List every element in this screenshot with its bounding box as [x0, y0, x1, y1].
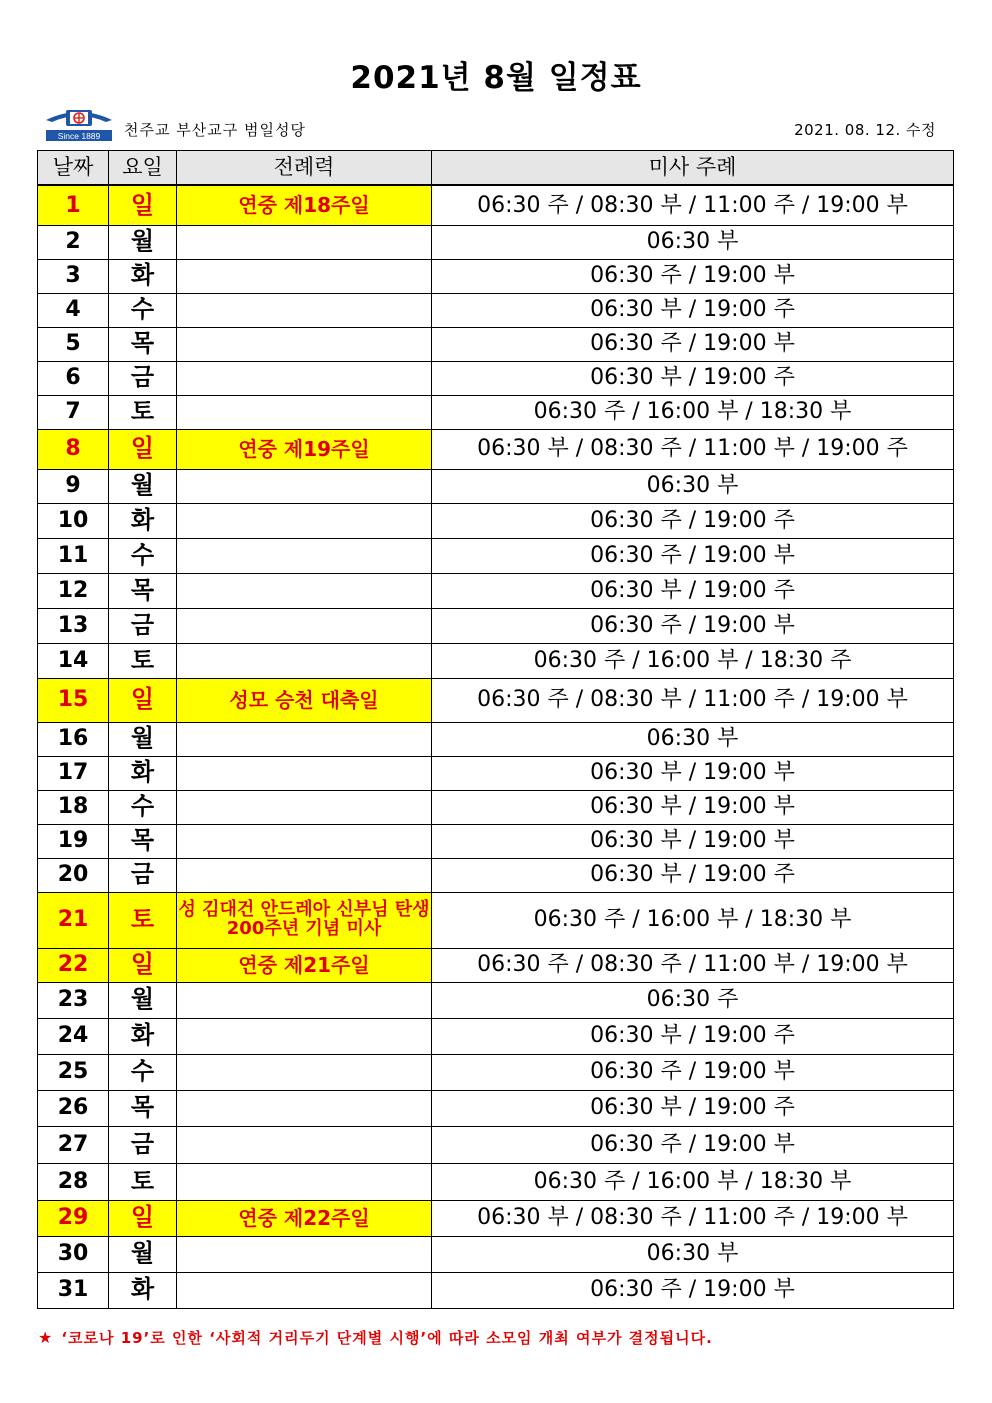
table-row — [38, 259, 954, 293]
table-row — [38, 293, 954, 327]
table-row — [38, 1200, 954, 1236]
mass-cell: 06:30 주 / 19:00 부 — [432, 608, 954, 643]
dow-cell: 일 — [109, 948, 177, 982]
table-row — [38, 722, 954, 756]
date-cell: 6 — [38, 361, 109, 395]
dow-cell: 목 — [109, 824, 177, 858]
dow-cell: 월 — [109, 722, 177, 756]
liturgy-cell: 연중 제21주일 — [177, 948, 432, 982]
liturgy-cell — [177, 1090, 432, 1126]
mass-cell: 06:30 주 / 16:00 부 / 18:30 부 — [432, 395, 954, 429]
notice-text: ‘코로나 19’로 인한 ‘사회적 거리두기 단계별 시행’에 따라 소모임 개최 여부가 결정됩니다. — [61, 1329, 713, 1347]
dow-cell: 수 — [109, 790, 177, 824]
mass-cell: 06:30 부 — [432, 225, 954, 259]
header-date: 날짜 — [38, 151, 109, 186]
revision-date: 2021. 08. 12. 수정 — [794, 121, 936, 139]
dow-cell: 토 — [109, 395, 177, 429]
dow-cell: 화 — [109, 756, 177, 790]
liturgy-cell — [177, 790, 432, 824]
header-dow: 요일 — [109, 151, 177, 186]
table-row — [38, 429, 954, 469]
liturgy-cell — [177, 756, 432, 790]
date-cell: 14 — [38, 643, 109, 678]
liturgy-cell — [177, 1163, 432, 1200]
dow-cell: 일 — [109, 429, 177, 469]
mass-cell: 06:30 부 / 08:30 주 / 11:00 주 / 19:00 부 — [432, 1200, 954, 1236]
dow-cell: 월 — [109, 982, 177, 1018]
dow-cell: 수 — [109, 293, 177, 327]
date-cell: 19 — [38, 824, 109, 858]
mass-cell: 06:30 주 / 19:00 주 — [432, 503, 954, 538]
dow-cell: 일 — [109, 185, 177, 225]
mass-cell: 06:30 주 / 16:00 부 / 18:30 주 — [432, 643, 954, 678]
date-cell: 11 — [38, 538, 109, 573]
table-row — [38, 327, 954, 361]
dow-cell: 수 — [109, 538, 177, 573]
date-cell: 22 — [38, 948, 109, 982]
table-row — [38, 469, 954, 503]
dow-cell: 금 — [109, 1126, 177, 1163]
date-cell: 30 — [38, 1236, 109, 1272]
dow-cell: 수 — [109, 1054, 177, 1090]
mass-cell: 06:30 부 / 19:00 주 — [432, 858, 954, 892]
dow-cell: 목 — [109, 1090, 177, 1126]
date-cell: 1 — [38, 185, 109, 225]
liturgy-cell — [177, 722, 432, 756]
liturgy-cell: 성모 승천 대축일 — [177, 678, 432, 722]
liturgy-cell — [177, 1126, 432, 1163]
liturgy-cell — [177, 469, 432, 503]
dow-cell: 일 — [109, 1200, 177, 1236]
liturgy-cell — [177, 608, 432, 643]
date-cell: 5 — [38, 327, 109, 361]
mass-cell: 06:30 부 / 19:00 주 — [432, 1090, 954, 1126]
page-title: 2021년 8월 일정표 — [350, 60, 642, 96]
date-cell: 25 — [38, 1054, 109, 1090]
mass-cell: 06:30 부 / 19:00 주 — [432, 1018, 954, 1054]
mass-cell: 06:30 부 / 19:00 부 — [432, 790, 954, 824]
header-liturgy: 전례력 — [177, 151, 432, 186]
table-row — [38, 948, 954, 982]
date-cell: 29 — [38, 1200, 109, 1236]
dow-cell: 화 — [109, 503, 177, 538]
date-cell: 3 — [38, 259, 109, 293]
mass-cell: 06:30 부 / 19:00 주 — [432, 361, 954, 395]
liturgy-cell — [177, 1272, 432, 1308]
dow-cell: 월 — [109, 1236, 177, 1272]
mass-cell: 06:30 주 / 19:00 부 — [432, 1126, 954, 1163]
liturgy-cell — [177, 503, 432, 538]
table-row — [38, 185, 954, 225]
mass-cell: 06:30 부 / 19:00 주 — [432, 293, 954, 327]
table-row — [38, 538, 954, 573]
dow-cell: 목 — [109, 573, 177, 608]
dow-cell: 화 — [109, 1018, 177, 1054]
table-row — [38, 892, 954, 948]
table-row — [38, 1163, 954, 1200]
mass-cell: 06:30 부 — [432, 1236, 954, 1272]
table-row — [38, 1126, 954, 1163]
mass-cell: 06:30 주 / 19:00 부 — [432, 327, 954, 361]
table-row — [38, 573, 954, 608]
liturgy-cell — [177, 573, 432, 608]
dow-cell: 화 — [109, 259, 177, 293]
mass-cell: 06:30 부 / 19:00 주 — [432, 573, 954, 608]
mass-cell: 06:30 주 / 19:00 부 — [432, 1272, 954, 1308]
liturgy-cell — [177, 327, 432, 361]
liturgy-cell — [177, 858, 432, 892]
mass-cell: 06:30 주 / 08:30 부 / 11:00 주 / 19:00 부 — [432, 678, 954, 722]
mass-cell: 06:30 부 — [432, 722, 954, 756]
mass-cell: 06:30 주 / 19:00 부 — [432, 538, 954, 573]
table-row — [38, 858, 954, 892]
date-cell: 17 — [38, 756, 109, 790]
mass-cell: 06:30 주 / 16:00 부 / 18:30 부 — [432, 1163, 954, 1200]
header-mass: 미사 주례 — [432, 151, 954, 186]
mass-cell: 06:30 주 / 19:00 부 — [432, 259, 954, 293]
liturgy-cell — [177, 293, 432, 327]
table-row — [38, 824, 954, 858]
date-cell: 4 — [38, 293, 109, 327]
date-cell: 7 — [38, 395, 109, 429]
liturgy-cell: 성 김대건 안드레아 신부님 탄생 200주년 기념 미사 — [177, 892, 432, 948]
notice — [38, 1327, 713, 1348]
dow-cell: 금 — [109, 361, 177, 395]
liturgy-cell: 연중 제22주일 — [177, 1200, 432, 1236]
date-cell: 23 — [38, 982, 109, 1018]
liturgy-cell — [177, 1018, 432, 1054]
star-icon: ★ — [38, 1328, 54, 1347]
date-cell: 16 — [38, 722, 109, 756]
dow-cell: 토 — [109, 892, 177, 948]
dow-cell: 월 — [109, 225, 177, 259]
dow-cell: 금 — [109, 608, 177, 643]
liturgy-cell: 연중 제18주일 — [177, 185, 432, 225]
table-row — [38, 1272, 954, 1308]
table-row — [38, 756, 954, 790]
date-cell: 8 — [38, 429, 109, 469]
table-row — [38, 395, 954, 429]
liturgy-cell — [177, 643, 432, 678]
mass-cell: 06:30 부 — [432, 469, 954, 503]
date-cell: 12 — [38, 573, 109, 608]
mass-cell: 06:30 주 / 08:30 주 / 11:00 부 / 19:00 부 — [432, 948, 954, 982]
liturgy-cell — [177, 1054, 432, 1090]
mass-cell: 06:30 부 / 19:00 부 — [432, 824, 954, 858]
date-cell: 10 — [38, 503, 109, 538]
date-cell: 15 — [38, 678, 109, 722]
table-row — [38, 225, 954, 259]
date-cell: 20 — [38, 858, 109, 892]
liturgy-cell — [177, 538, 432, 573]
organization-name: 천주교 부산교구 범일성당 — [124, 121, 306, 139]
table-row — [38, 982, 954, 1018]
liturgy-cell — [177, 259, 432, 293]
table-row — [38, 1018, 954, 1054]
date-cell: 13 — [38, 608, 109, 643]
table-row — [38, 503, 954, 538]
liturgy-cell — [177, 1236, 432, 1272]
schedule-table — [37, 150, 954, 1309]
dow-cell: 금 — [109, 858, 177, 892]
mass-cell: 06:30 주 — [432, 982, 954, 1018]
date-cell: 26 — [38, 1090, 109, 1126]
date-cell: 27 — [38, 1126, 109, 1163]
date-cell: 18 — [38, 790, 109, 824]
dow-cell: 목 — [109, 327, 177, 361]
mass-cell: 06:30 부 / 08:30 주 / 11:00 부 / 19:00 주 — [432, 429, 954, 469]
date-cell: 24 — [38, 1018, 109, 1054]
liturgy-cell — [177, 395, 432, 429]
date-cell: 9 — [38, 469, 109, 503]
parish-logo — [44, 106, 114, 142]
liturgy-cell — [177, 225, 432, 259]
table-row — [38, 1236, 954, 1272]
date-cell: 31 — [38, 1272, 109, 1308]
table-row — [38, 643, 954, 678]
dow-cell: 토 — [109, 643, 177, 678]
table-row — [38, 361, 954, 395]
dow-cell: 일 — [109, 678, 177, 722]
dow-cell: 월 — [109, 469, 177, 503]
liturgy-cell: 연중 제19주일 — [177, 429, 432, 469]
dow-cell: 화 — [109, 1272, 177, 1308]
table-row — [38, 608, 954, 643]
date-cell: 21 — [38, 892, 109, 948]
mass-cell: 06:30 주 / 19:00 부 — [432, 1054, 954, 1090]
table-row — [38, 1090, 954, 1126]
mass-cell: 06:30 주 / 16:00 부 / 18:30 부 — [432, 892, 954, 948]
mass-cell: 06:30 주 / 08:30 부 / 11:00 주 / 19:00 부 — [432, 185, 954, 225]
liturgy-cell — [177, 361, 432, 395]
liturgy-cell — [177, 824, 432, 858]
dow-cell: 토 — [109, 1163, 177, 1200]
logo-text: Since 1889 — [57, 131, 101, 141]
liturgy-cell — [177, 982, 432, 1018]
mass-cell: 06:30 부 / 19:00 부 — [432, 756, 954, 790]
date-cell: 28 — [38, 1163, 109, 1200]
table-row — [38, 1054, 954, 1090]
date-cell: 2 — [38, 225, 109, 259]
table-row — [38, 678, 954, 722]
table-row — [38, 790, 954, 824]
header-row — [38, 151, 954, 186]
